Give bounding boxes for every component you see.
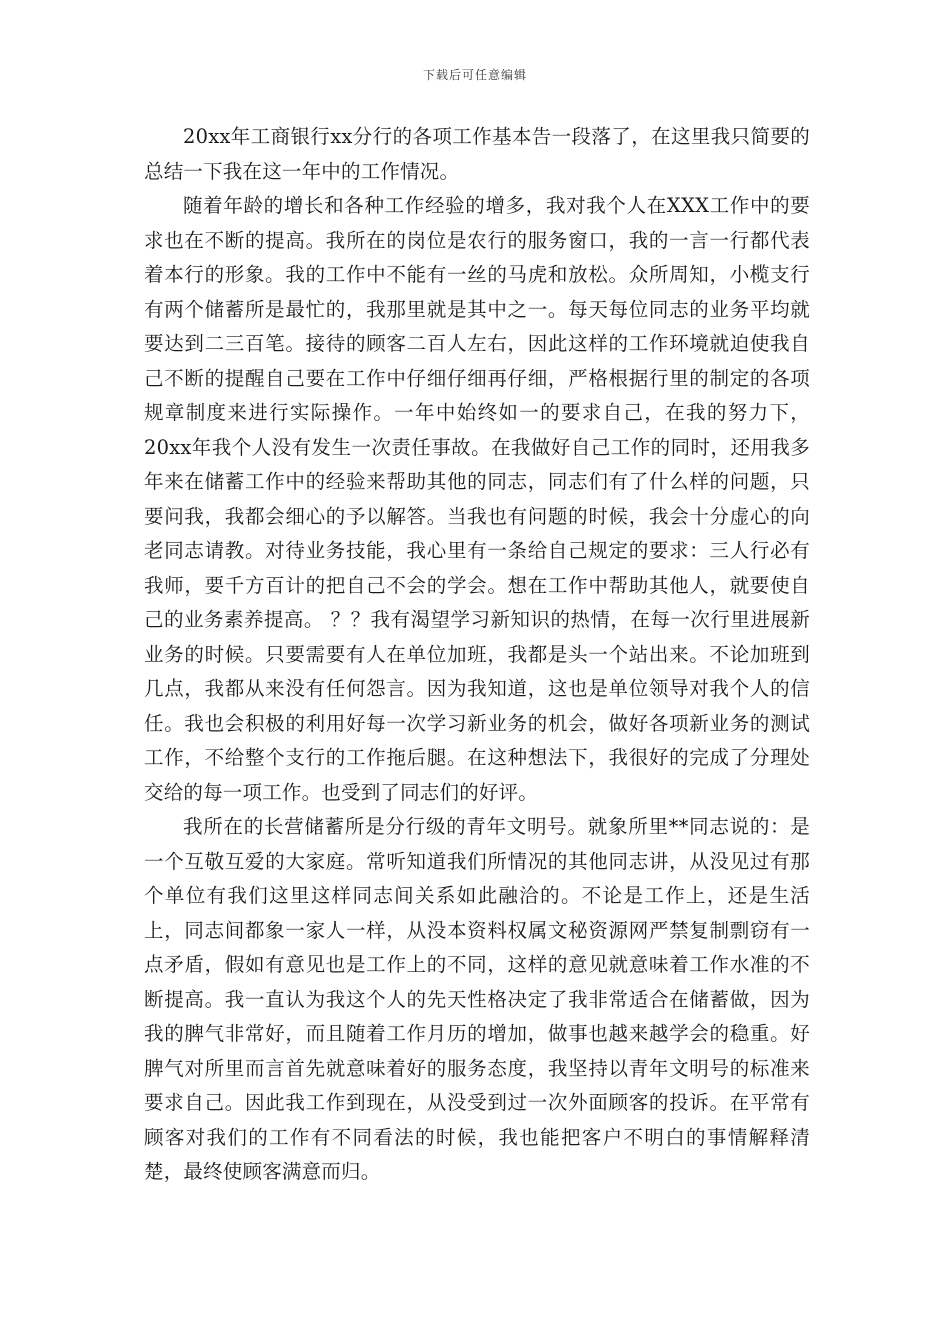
paragraph-work-performance: 随着年龄的增长和各种工作经验的增多，我对我个人在XXX工作中的要求也在不断的提高。我所在的岗位是农行的服务窗口，我的一言一行都代表着本行的形象。我的工作中不能有一丝的马虎和放松。众所周知，小榄支行有两个储蓄所是最忙的，我那里就是其中之一。每天每位同志的业务平均就要达到二三百笔。接待的顾客二百人左右，因此这样的工作环境就迫使我自己不断的提醒自己要在工作中仔细仔细再仔细，严格根据行里的制定的各项规章制度来进行实际操作。一年中始终如一的要求自己，在我的努力下，20xx年我个人没有发生一次责任事故。在我做好自己工作的同时，还用我多年来在储蓄工作中的经验来帮助其他的同志，同志们有了什么样的问题，只要问我，我都会细心的予以解答。当我也有问题的时候，我会十分虚心的向老同志请教。对待业务技能，我心里有一条给自己规定的要求：三人行必有我师，要千方百计的把自己不会的学会。想在工作中帮助其他人，就要使自己的业务素养提高。 ？？我有渴望学习新知识的热情，在每一次行里进展新业务的时候。只要需要有人在单位加班，我都是头一个站出来。不论加班到几点，我都从来没有任何怨言。因为我知道，这也是单位领导对我个人的信任。我也会积极的利用好每一次学习新业务的机会，做好各项新业务的测试工作，不给整个支行的工作拖后腿。在这种想法下，我很好的完成了分理处交给的每一项工作。也受到了同志们的好评。	[144, 194, 810, 804]
document-body	[144, 120, 810, 1190]
paragraph-team-spirit: 我所在的长营储蓄所是分行级的青年文明号。就象所里**同志说的：是一个互敬互爱的大家庭。常听知道我们所情况的其他同志讲，从没见过有那个单位有我们这里这样同志间关系如此融洽的。不论是工作上，还是生活上，同志间都象一家人一样，从没本资料权属文秘资源网严禁复制剽窃有一点矛盾，假如有意见也是工作上的不同，这样的意见就意味着工作水准的不断提高。我一直认为我这个人的先天性格决定了我非常适合在储蓄做，因为我的脾气非常好，而且随着工作月历的增加，做事也越来越学会的稳重。好脾气对所里而言首先就意味着好的服务态度，我坚持以青年文明号的标准来要求自己。因此我工作到现在，从没受到过一次外面顾客的投诉。在平常有顾客对我们的工作有不同看法的时候，我也能把客户不明白的事情解释清楚，最终使顾客满意而归。	[144, 815, 810, 1183]
header-note: 下载后可任意编辑	[422, 68, 527, 82]
paragraph-intro: 20xx年工商银行xx分行的各项工作基本告一段落了，在这里我只简要的总结一下我在这一年中的工作情况。	[144, 125, 810, 183]
